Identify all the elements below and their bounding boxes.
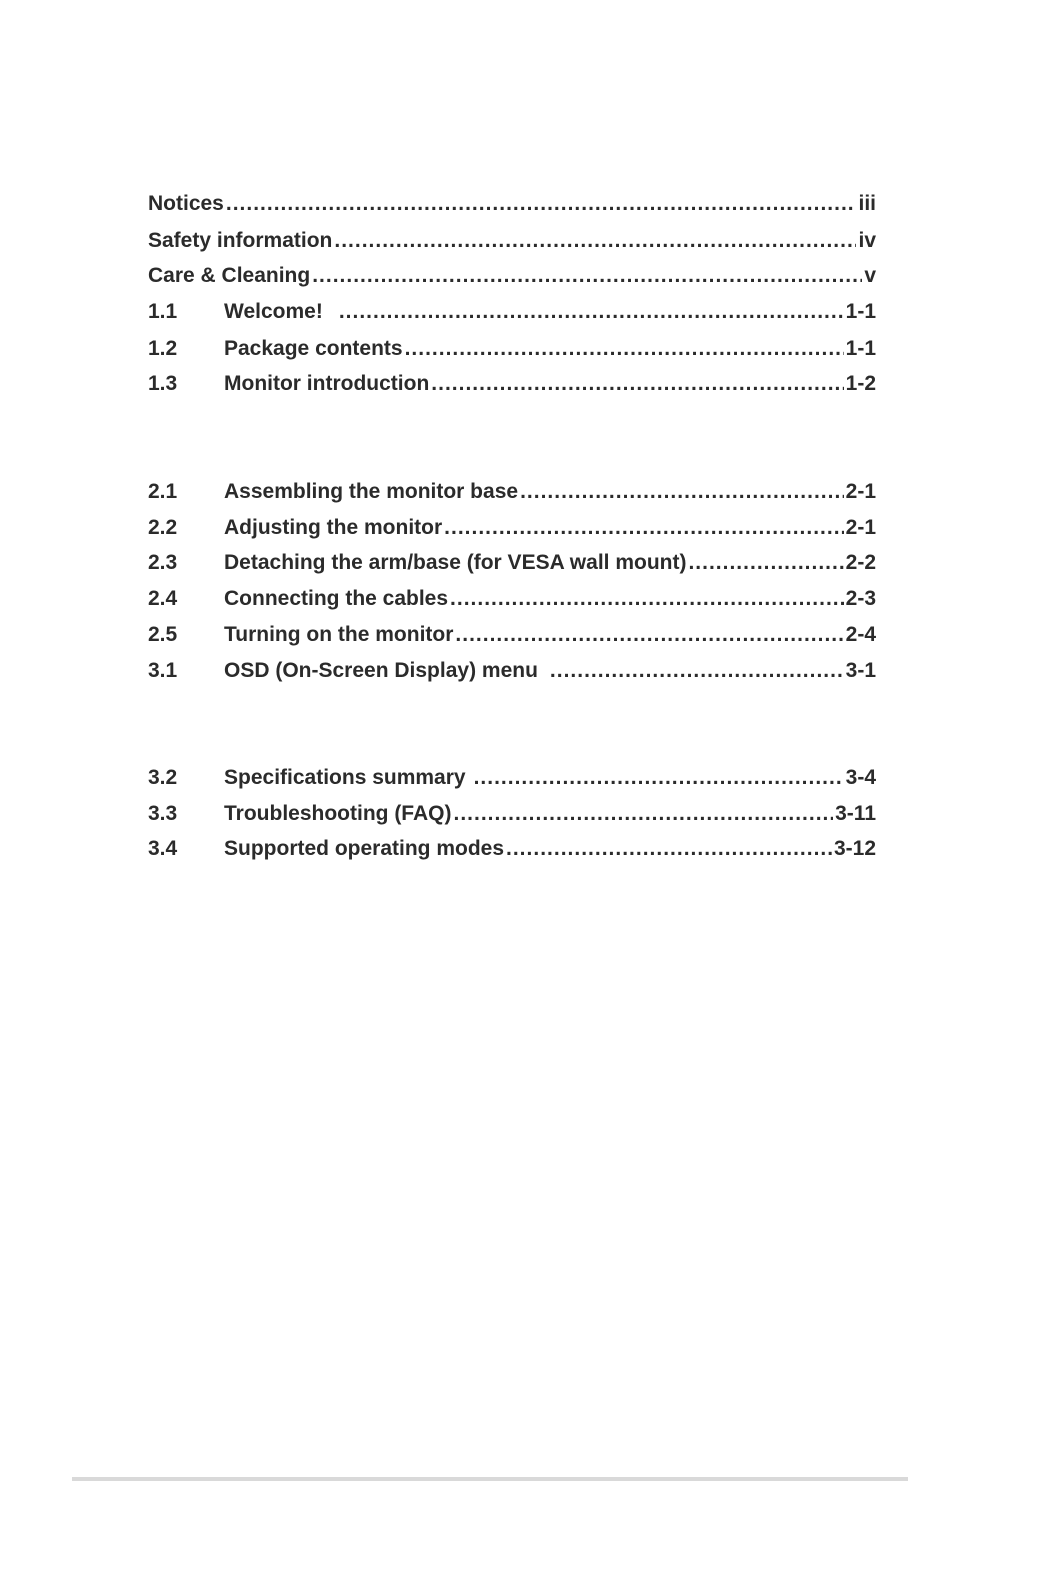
toc-entry-care-cleaning[interactable] (148, 258, 876, 288)
toc-entry-3-1[interactable] (148, 653, 876, 683)
toc-leader-dots (455, 623, 843, 647)
toc-leader-dots (550, 659, 844, 683)
toc-entry-1-3[interactable] (148, 366, 876, 396)
toc-entry-3-4[interactable] (148, 831, 876, 861)
toc-leader-dots (688, 551, 843, 575)
footer-divider (72, 1477, 908, 1481)
toc-entry-title: Detaching the arm/base (for VESA wall mount) (224, 551, 687, 574)
toc-entry-title: Notices (148, 192, 224, 215)
toc-entry-number: 2.3 (148, 551, 178, 574)
toc-entry-page: 3-11 (835, 802, 876, 825)
toc-entry-number: 2.2 (148, 516, 178, 539)
toc-entry-number: 3.4 (148, 837, 178, 860)
toc-entry-1-2[interactable] (148, 331, 876, 361)
toc-entry-title: Package contents (224, 337, 403, 360)
toc-entry-notices[interactable] (148, 186, 876, 216)
toc-entry-page: iv (858, 229, 876, 252)
toc-entry-title: OSD (On-Screen Display) menu (224, 659, 538, 682)
toc-entry-title: Welcome! (224, 300, 323, 323)
toc-leader-dots (431, 372, 843, 396)
toc-entry-number: 3.1 (148, 659, 178, 682)
toc-entry-number: 2.1 (148, 480, 178, 503)
toc-entry-number: 3.2 (148, 766, 178, 789)
toc-entry-title: Safety information (148, 229, 333, 252)
toc-leader-dots (334, 229, 856, 253)
toc-entry-page: 3-12 (833, 837, 876, 860)
toc-entry-page: v (864, 264, 876, 287)
toc-entry-page: 2-4 (845, 623, 876, 646)
toc-leader-dots (474, 766, 844, 790)
toc-entry-page: 1-1 (845, 300, 876, 323)
toc-entry-title: Care & Cleaning (148, 264, 311, 287)
toc-entry-2-2[interactable] (148, 510, 876, 540)
toc-leader-dots (226, 192, 857, 216)
toc-entry-page: 2-2 (845, 551, 876, 574)
toc-leader-dots (312, 264, 862, 288)
toc-entry-number: 1.2 (148, 337, 178, 360)
toc-leader-dots (405, 337, 844, 361)
toc-entry-number: 2.5 (148, 623, 178, 646)
toc-entry-3-3[interactable] (148, 796, 876, 826)
toc-entry-page: 2-1 (845, 480, 876, 503)
toc-entry-title: Troubleshooting (FAQ) (224, 802, 452, 825)
toc-entry-title: Turning on the monitor (224, 623, 454, 646)
toc-leader-dots (450, 587, 844, 611)
toc-entry-page: 2-3 (845, 587, 876, 610)
toc-entry-2-1[interactable] (148, 474, 876, 504)
toc-entry-title: Connecting the cables (224, 587, 449, 610)
toc-leader-dots (520, 480, 844, 504)
toc-entry-page: 3-1 (845, 659, 876, 682)
toc-entry-page: 1-1 (845, 337, 876, 360)
toc-entry-number: 1.1 (148, 300, 178, 323)
toc-leader-dots (339, 300, 844, 324)
toc-entry-title: Monitor introduction (224, 372, 430, 395)
toc-entry-3-2[interactable] (148, 760, 876, 790)
toc-entry-page: 3-4 (845, 766, 876, 789)
toc-leader-dots (453, 802, 833, 826)
toc-leader-dots (444, 516, 843, 540)
toc-entry-title: Supported operating modes (224, 837, 505, 860)
toc-entry-2-5[interactable] (148, 617, 876, 647)
toc-entry-page: iii (858, 192, 876, 215)
toc-entry-safety-information[interactable] (148, 223, 876, 253)
toc-entry-title: Adjusting the monitor (224, 516, 443, 539)
toc-entry-1-1[interactable] (148, 294, 876, 324)
toc-entry-title: Assembling the monitor base (224, 480, 519, 503)
toc-leader-dots (506, 837, 832, 861)
toc-entry-number: 1.3 (148, 372, 178, 395)
toc-entry-2-4[interactable] (148, 581, 876, 611)
toc-entry-number: 3.3 (148, 802, 178, 825)
toc-entry-number: 2.4 (148, 587, 178, 610)
toc-entry-title: Specifications summary (224, 766, 466, 789)
toc-entry-2-3[interactable] (148, 545, 876, 575)
toc-entry-page: 2-1 (845, 516, 876, 539)
toc-entry-page: 1-2 (845, 372, 876, 395)
